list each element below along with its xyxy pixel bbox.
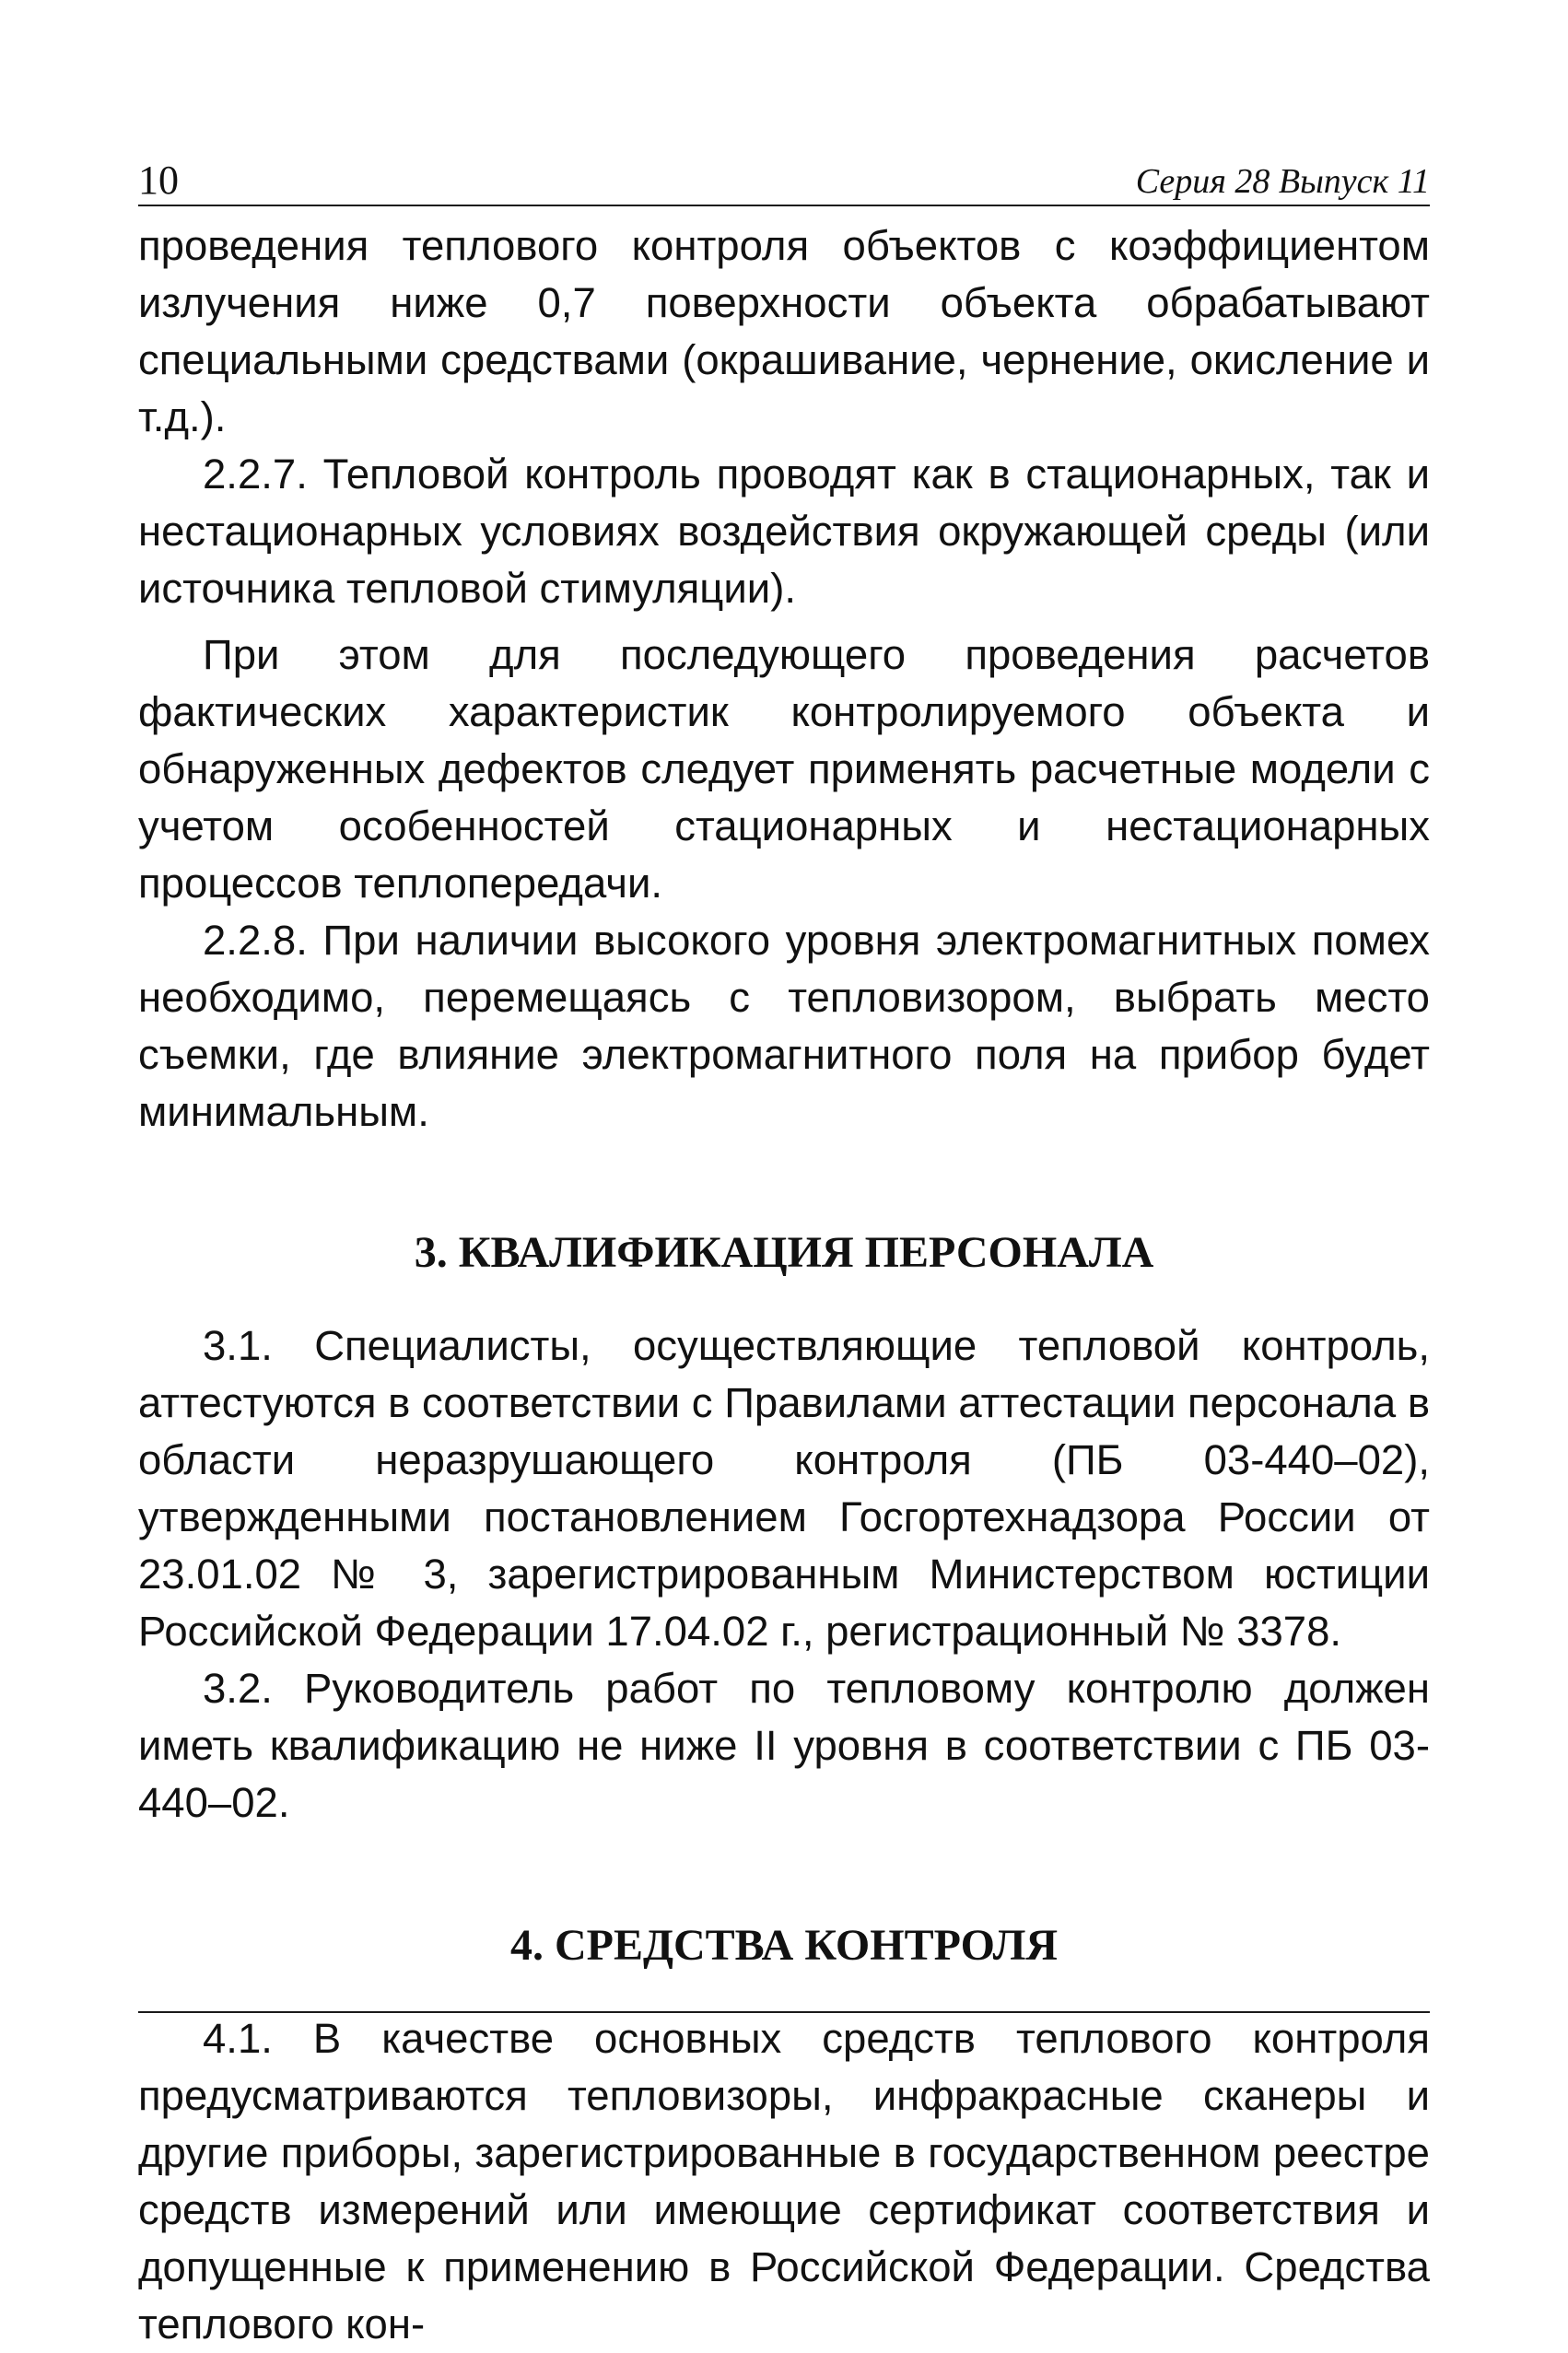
paragraph-3-2: 3.2. Руководитель работ по тепловому контролю должен иметь квалификацию не ниже II уровня в соответствии с ПБ 03-440–02. xyxy=(138,1665,1430,1826)
paragraph-4-1: 4.1. В качестве основных средств теплового контроля предусматриваются тепловизоры, инфракрасные сканеры и другие приборы, зарегистрированные в государственном реестре средств измерений или имеющие сертификат соответствия и допущенные к применению в Российской Федерации. Средства теплового кон- xyxy=(138,2015,1430,2347)
page-number: 10 xyxy=(138,158,179,203)
paragraph-3-1: 3.1. Специалисты, осуществляющие тепловой контроль, аттестуются в соответствии с Правилами аттестации персонала в области неразрушающего контроля (ПБ 03-440–02), утвержденными постановлением Госгортехнадзора России от 23.01.02 № 3, зарегистрированным Министерством юстиции Российской Федерации 17.04.02 г., регистрационный № 3378. xyxy=(138,1322,1430,1655)
page-header xyxy=(138,129,1430,206)
paragraph-2-2-8: 2.2.8. При наличии высокого уровня электромагнитных помех необходимо, перемещаясь с тепловизором, выбрать место съемки, где влияние электромагнитного поля на прибор будет минимальным. xyxy=(138,917,1430,1135)
section-4-heading: 4. СРЕДСТВА КОНТРОЛЯ xyxy=(509,1921,1059,1970)
paragraph-2-2-7: 2.2.7. Тепловой контроль проводят как в стационарных, так и нестационарных условиях воздействия окружающей среды (или источника тепловой стимуляции). xyxy=(138,451,1430,612)
body-text xyxy=(138,217,1430,2353)
footer-rule xyxy=(138,2011,1430,2013)
paragraph-continued: проведения теплового контроля объектов с коэффициентом излучения ниже 0,7 поверхности объекта обрабатывают специальными средствами (окрашивание, чернение, окисление и т.д.). xyxy=(138,222,1430,440)
paragraph-calculation-models: При этом для последующего проведения расчетов фактических характеристик контролируемого объекта и обнаруженных дефектов следует применять расчетные модели с учетом особенностей стационарных и нестационарных процессов теплопередачи. xyxy=(138,631,1430,907)
running-head: Серия 28 Выпуск 11 xyxy=(1135,162,1430,201)
section-3-heading: 3. КВАЛИФИКАЦИЯ ПЕРСОНАЛА xyxy=(414,1228,1154,1277)
document-page xyxy=(138,129,1430,2353)
